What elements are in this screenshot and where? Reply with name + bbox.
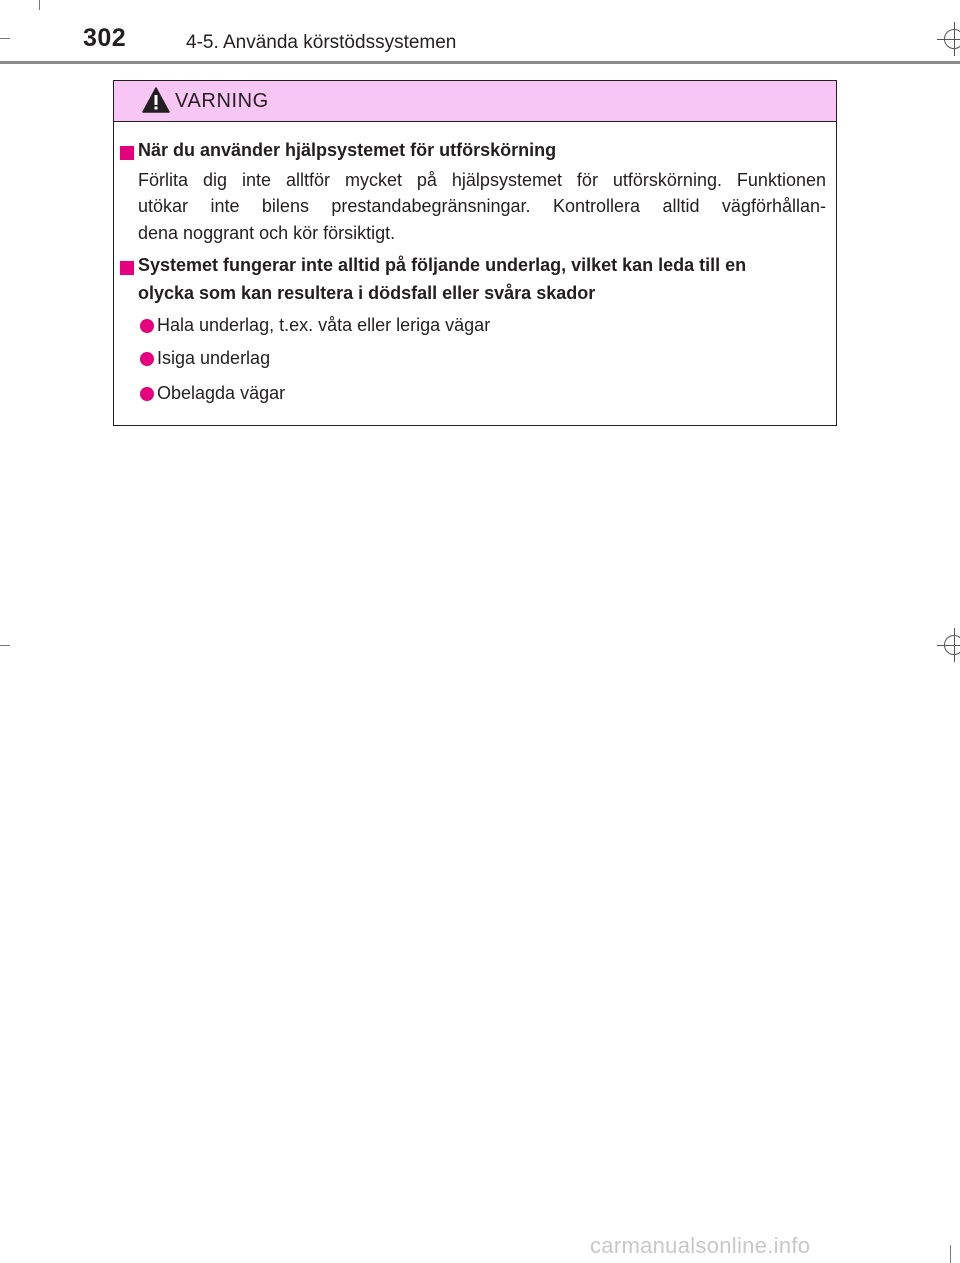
crop-mark-top-left [0, 38, 10, 39]
registration-mark-top-right [944, 29, 960, 49]
paragraph-line: utökar inte bilens prestandabegränsningar. Kontrollera alltid vägförhållan- [138, 196, 826, 216]
item-heading: Systemet fungerar inte alltid på följande underlag, vilket kan leda till en [138, 255, 747, 275]
square-bullet-icon [120, 261, 134, 275]
paragraph-line: Förlita dig inte alltför mycket på hjälpsystemet för utförskörning. Funktionen [138, 170, 826, 190]
crop-mark-bottom-right [950, 1245, 951, 1263]
section-title: 4-5. Använda körstödssystemen [186, 32, 457, 53]
page-number: 302 [83, 24, 127, 52]
list-item: Isiga underlag [157, 348, 271, 368]
header-rule [0, 61, 960, 64]
watermark: carmanualsonline.info [590, 1233, 811, 1258]
list-item: Obelagda vägar [157, 383, 286, 403]
warning-header [114, 81, 836, 122]
list-item: Hala underlag, t.ex. våta eller leriga vägar [157, 315, 491, 335]
square-bullet-icon [120, 146, 134, 160]
item-heading: När du använder hjälpsystemet för utförskörning [138, 140, 557, 160]
round-bullet-icon [140, 352, 154, 366]
warning-triangle-icon [142, 87, 170, 113]
crop-mark-mid-left [0, 645, 10, 646]
warning-box [113, 80, 837, 426]
round-bullet-icon [140, 319, 154, 333]
item-heading: olycka som kan resultera i dödsfall eller svåra skador [138, 283, 596, 303]
crop-mark-top-left-v [39, 0, 40, 10]
warning-label: VARNING [175, 90, 269, 112]
registration-mark-mid-right [944, 635, 960, 655]
paragraph-line: dena noggrant och kör försiktigt. [138, 223, 396, 243]
round-bullet-icon [140, 387, 154, 401]
